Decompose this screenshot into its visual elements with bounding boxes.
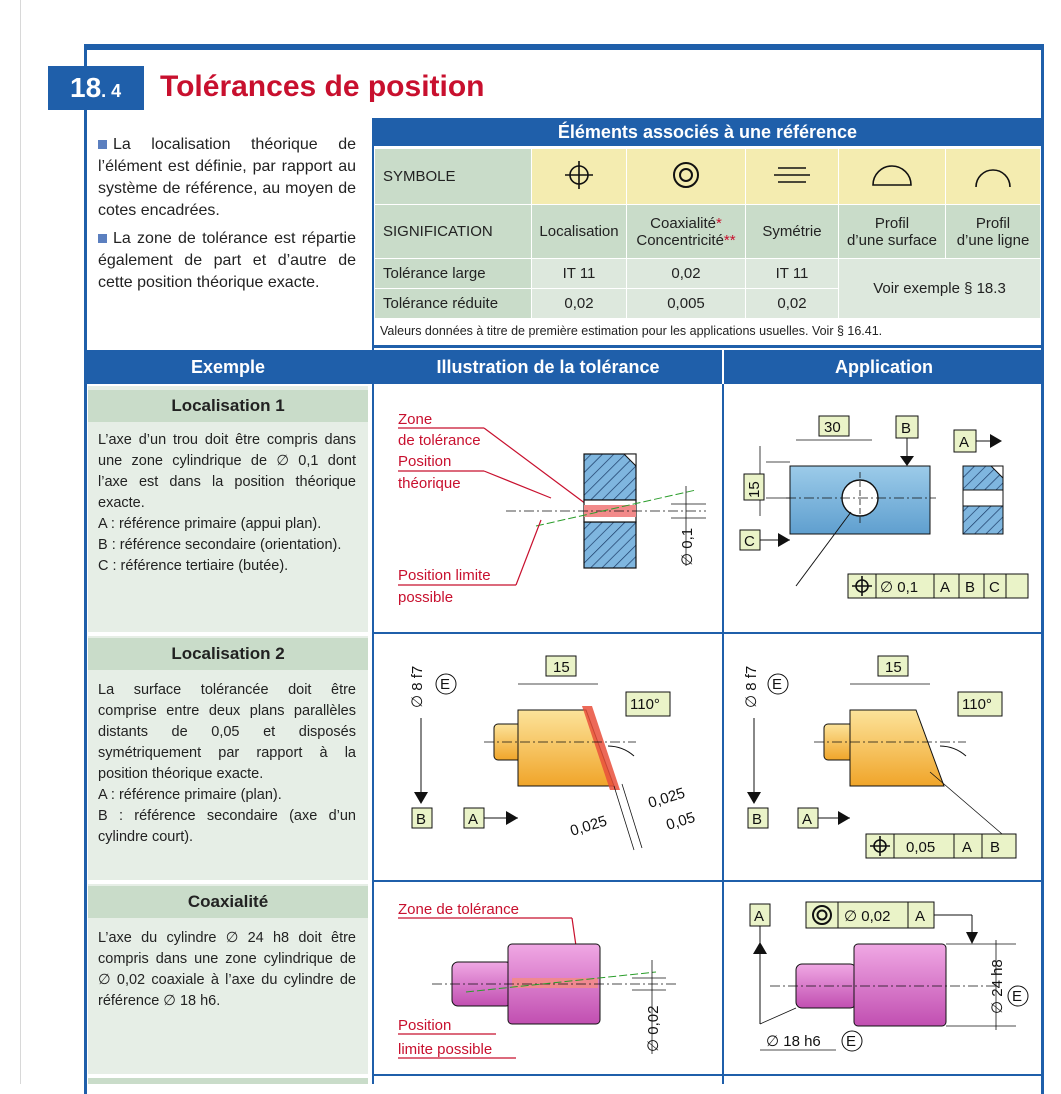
sig-profil-ligne: Profil d’une ligne (946, 205, 1041, 259)
column-divider (722, 384, 724, 1084)
dim-diameter: ∅ 0,1 (679, 527, 696, 566)
reduite-value: 0,02 (746, 289, 839, 319)
col-head-illustration: Illustration de la tolérance (374, 350, 722, 384)
label-position-limite: limite possible (398, 1041, 493, 1058)
dim-diameter: ∅ 0,02 (645, 1005, 662, 1052)
profile-line-icon (946, 149, 1041, 205)
envelope-e: E (846, 1033, 857, 1050)
large-value: IT 11 (532, 259, 627, 289)
col-head-exemple: Exemple (84, 350, 372, 384)
ref-a: A (940, 579, 951, 596)
sig-profil-surface: Profil d’une surface (839, 205, 946, 259)
label-position: théorique (398, 475, 461, 492)
large-value: 0,02 (627, 259, 746, 289)
table-bottom-rule (374, 345, 1041, 348)
datum-a: A (468, 811, 479, 828)
dim-diameter: ∅ 8 f7 (409, 665, 426, 708)
feature-control-frame (806, 902, 934, 928)
dim-diameter: ∅ 8 f7 (743, 665, 760, 708)
page-edge-line (20, 0, 21, 1084)
symmetry-icon (746, 149, 839, 205)
intro-text (98, 134, 356, 300)
label-position-limite: possible (398, 589, 454, 606)
datum-c: C (744, 533, 755, 550)
row-divider (374, 632, 1044, 634)
ref-a: A (915, 908, 926, 925)
tolerance-value: ∅ 0,1 (880, 579, 919, 596)
label-position-limite: Position (398, 1017, 452, 1034)
section-title: Tolérances de position (160, 70, 485, 103)
large-value: IT 11 (746, 259, 839, 289)
label-position-limite: Position limite (398, 567, 491, 584)
profile-surface-icon (839, 149, 946, 205)
label-position: Position (398, 453, 452, 470)
bullet-icon (98, 140, 107, 149)
sig-coaxialite: Coaxialité* Concentricité** (627, 205, 746, 259)
tolerance-value: ∅ 0,02 (844, 908, 891, 925)
next-example-band (88, 1078, 368, 1084)
sig-localisation: Localisation (532, 205, 627, 259)
dim-diameter-18: ∅ 18 h6 (766, 1033, 821, 1050)
example-text: L’axe d’un trou doit être compris dans une zone cylindrique de ∅ 0,1 dont l’axe est dans la position théorique exacte. A : référence primaire (appui plan). B : référence secondaire (orientation). C : référence tertiaire (butée). (98, 432, 356, 574)
label-zone: de tolérance (398, 432, 481, 449)
application-coaxialite (726, 884, 1042, 1074)
ref-a: A (962, 839, 973, 856)
datum-a: A (959, 434, 970, 451)
tol-005: 0,05 (664, 809, 698, 834)
envelope-e: E (1012, 988, 1023, 1005)
envelope-e: E (440, 676, 451, 693)
illustration-localisation-1 (376, 386, 720, 632)
row-label-reduite: Tolérance réduite (375, 289, 532, 319)
row-label-large: Tolérance large (375, 259, 532, 289)
example-title: Localisation 1 (88, 390, 368, 422)
datum-b: B (416, 811, 427, 828)
ref-b: B (990, 839, 1001, 856)
illustration-coaxialite (376, 884, 720, 1074)
intro-paragraph: La zone de tolérance est répartie également de part et d’autre de cette position théorique exacte. (98, 230, 356, 291)
elements-table (374, 148, 1041, 319)
dim-diameter-24: ∅ 24 h8 (989, 959, 1006, 1014)
datum-b: B (901, 420, 912, 437)
row-label-symbole: SYMBOLE (375, 149, 532, 205)
example-text: La surface tolérancée doit être comprise entre deux plans parallèles distants de 0,05 et disposés symétriquement par rapport à la position théorique exacte. A : référence primaire (plan). B : référence secondaire (axe d’un cylindre court). (98, 682, 356, 845)
datum-b: B (752, 811, 763, 828)
label-zone: Zone (398, 411, 433, 428)
angle-110: 110° (962, 696, 992, 713)
voir-exemple: Voir exemple § 18.3 (839, 259, 1041, 319)
row-divider (374, 880, 1044, 882)
envelope-e: E (772, 676, 783, 693)
tol-0025: 0,025 (568, 812, 610, 840)
feature-control-frame (866, 834, 1016, 858)
column-divider (372, 118, 374, 1084)
datum-a: A (802, 811, 813, 828)
section-number: 18. 4 (48, 66, 144, 110)
example-title: Localisation 2 (88, 638, 368, 670)
position-icon (532, 149, 627, 205)
dim-15: 15 (553, 659, 570, 676)
table-note: Valeurs données à titre de première estimation pour les applications usuelles. Voir § 16.41. (380, 324, 883, 338)
sig-symetrie: Symétrie (746, 205, 839, 259)
application-localisation-2 (726, 636, 1042, 880)
row-label-signification: SIGNIFICATION (375, 205, 532, 259)
datum-a: A (754, 908, 765, 925)
row-divider (374, 1074, 1044, 1076)
tolerance-value: 0,05 (906, 839, 936, 856)
reduite-value: 0,005 (627, 289, 746, 319)
ref-c: C (989, 579, 1000, 596)
ref-b: B (965, 579, 976, 596)
bullet-icon (98, 234, 107, 243)
label-zone: Zone de tolérance (398, 901, 519, 918)
dim-15: 15 (885, 659, 902, 676)
dim-15: 15 (746, 481, 763, 498)
reduite-value: 0,02 (532, 289, 627, 319)
concentric-icon (627, 149, 746, 205)
example-text: L’axe du cylindre ∅ 24 h8 doit être compris dans une zone cylindrique de ∅ 0,02 coaxiale à l’axe du cylindre de référence ∅ 18 h6. (98, 930, 356, 1009)
example-title: Coaxialité (88, 886, 368, 918)
dim-30: 30 (824, 419, 841, 436)
feature-control-frame (848, 574, 1028, 598)
elements-table-title: Éléments associés à une référence (374, 118, 1041, 146)
intro-paragraph: La localisation théorique de l’élément est définie, par rapport au système de référence, au moyen de cotes encadrées. (98, 136, 356, 219)
angle-110: 110° (630, 696, 660, 713)
tol-0025: 0,025 (646, 784, 688, 812)
col-head-application: Application (724, 350, 1044, 384)
illustration-localisation-2 (376, 636, 720, 880)
application-localisation-1 (726, 386, 1042, 632)
